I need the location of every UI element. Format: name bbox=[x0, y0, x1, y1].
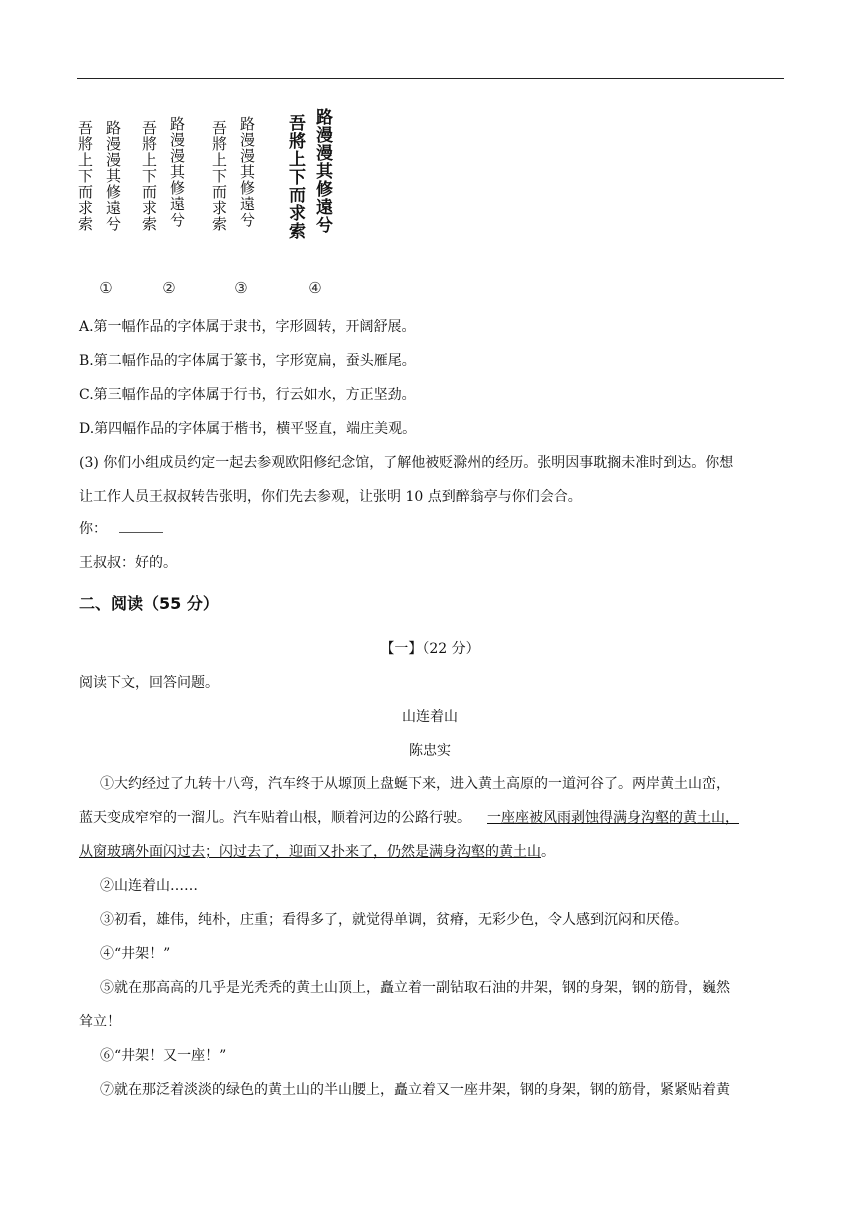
paragraph-1-line-3 bbox=[79, 841, 555, 861]
calligraphy-column: 吾將上下而求索 bbox=[76, 120, 94, 232]
paragraph-text: 蓝天变成窄窄的一溜儿。汽车贴着山根，顺着河边的公路行驶。 bbox=[79, 810, 471, 826]
question-3-line-1: (3) 你们小组成员约定一起去参观欧阳修纪念馆，了解他被贬滁州的经历。张明因事耽搁未准时到达。你想 bbox=[79, 455, 734, 471]
paragraph-5-line-2: 耸立！ bbox=[79, 1014, 121, 1030]
underlined-sentence: 一座座被风雨剥蚀得满身沟壑的黄土山， bbox=[487, 810, 739, 826]
paragraph-text: 。 bbox=[541, 844, 555, 860]
paragraph-5-line-1: ⑤就在那高高的几乎是光秃秃的黄土山顶上，矗立着一副钻取石油的井架，钢的身架，钢的筋骨，巍然 bbox=[100, 980, 730, 996]
article-author: 陈忠实 bbox=[409, 743, 451, 759]
reading-instruction: 阅读下文，回答问题。 bbox=[79, 675, 219, 691]
calligraphy-column: 路漫漫其修遠兮 bbox=[168, 116, 186, 228]
speaker-wang: 王叔叔：好的。 bbox=[79, 555, 177, 571]
paragraph-1-line-1: ①大约经过了九转十八弯，汽车终于从塬顶上盘蜒下来，进入黄土高原的一道河谷了。两岸黄土山峦， bbox=[100, 776, 730, 792]
figure-label: ③ bbox=[234, 279, 248, 297]
option-c: C.第三幅作品的字体属于行书，行云如水，方正坚劲。 bbox=[79, 387, 416, 403]
calligraphy-column: 吾將上下而求索 bbox=[210, 120, 228, 232]
answer-blank[interactable] bbox=[119, 520, 163, 533]
paragraph-1-line-2 bbox=[79, 807, 739, 827]
header-rule bbox=[77, 78, 784, 79]
option-a: A.第一幅作品的字体属于隶书，字形圆转，开阔舒展。 bbox=[79, 319, 416, 335]
answer-line bbox=[79, 518, 163, 538]
paragraph-4: ④“井架！” bbox=[100, 946, 171, 962]
calligraphy-column: 吾將上下而求索 bbox=[140, 120, 158, 232]
paragraph-7-line-1: ⑦就在那泛着淡淡的绿色的黄土山的半山腰上，矗立着又一座井架，钢的身架，钢的筋骨，紧紧贴着黄 bbox=[100, 1082, 730, 1098]
paragraph-6: ⑥“井架！又一座！” bbox=[100, 1048, 227, 1064]
speaker-you: 你： bbox=[79, 521, 107, 537]
calligraphy-column: 路漫漫其修遠兮 bbox=[238, 116, 256, 228]
underlined-sentence: 从窗玻璃外面闪过去；闪过去了，迎面又扑来了，仍然是满身沟壑的黄土山 bbox=[79, 844, 541, 860]
figure-label: ② bbox=[162, 279, 176, 297]
option-b: B.第二幅作品的字体属于篆书，字形宽扁，蚕头雁尾。 bbox=[79, 353, 416, 369]
calligraphy-figure bbox=[78, 106, 348, 301]
figure-label: ④ bbox=[308, 279, 322, 297]
section-heading: 二、阅读（55 分） bbox=[79, 594, 219, 613]
calligraphy-column: 吾將上下而求索 bbox=[285, 114, 305, 240]
option-d: D.第四幅作品的字体属于楷书，横平竖直，端庄美观。 bbox=[79, 421, 417, 437]
question-3-line-2: 让工作人员王叔叔转告张明，你们先去参观，让张明 10 点到醉翁亭与你们会合。 bbox=[79, 489, 582, 505]
calligraphy-column: 路漫漫其修遠兮 bbox=[104, 120, 122, 232]
figure-label: ① bbox=[99, 279, 113, 297]
part-heading: 【一】（22 分） bbox=[380, 641, 480, 657]
calligraphy-column: 路漫漫其修遠兮 bbox=[312, 108, 332, 234]
article-title: 山连着山 bbox=[402, 709, 458, 725]
paragraph-2: ②山连着山…… bbox=[100, 878, 198, 894]
paragraph-3: ③初看，雄伟，纯朴，庄重；看得多了，就觉得单调，贫瘠，无彩少色，令人感到沉闷和厌倦。 bbox=[100, 912, 688, 928]
